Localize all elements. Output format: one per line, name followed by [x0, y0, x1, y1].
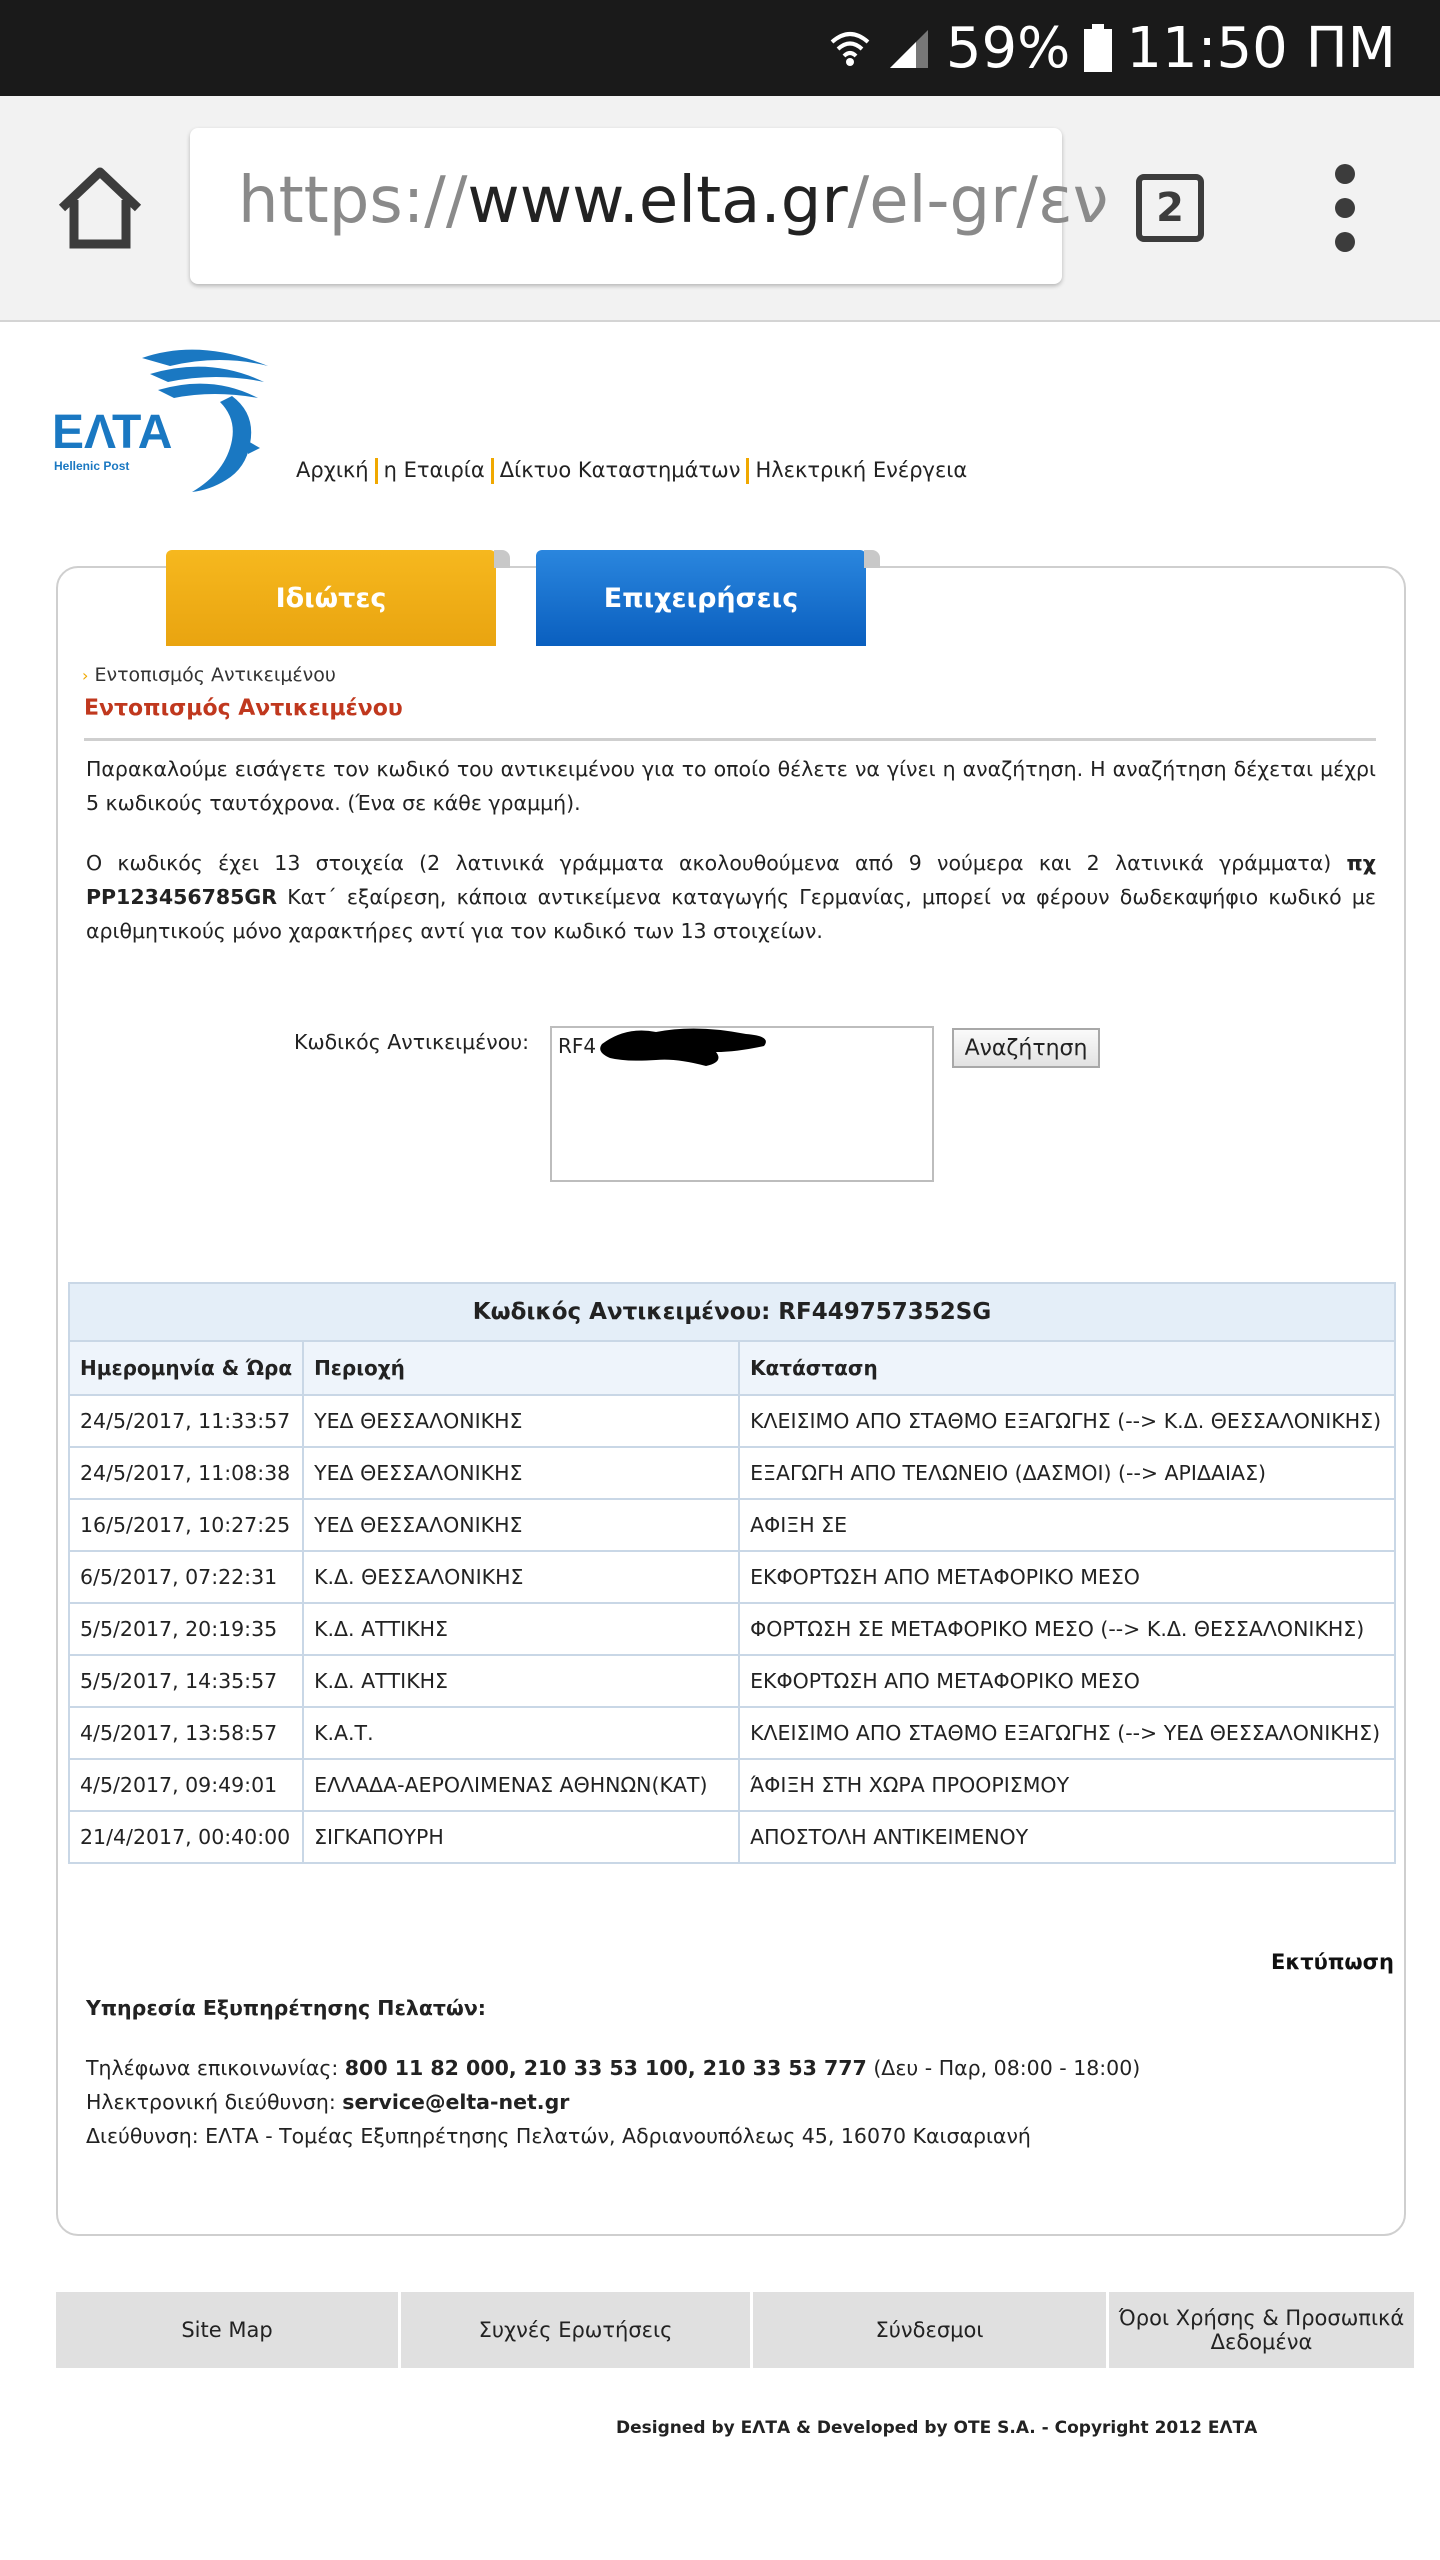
cell-area: ΣΙΓΚΑΠΟΥΡΗ: [303, 1811, 739, 1863]
results-caption: Κωδικός Αντικειμένου: RF449757352SG: [69, 1283, 1395, 1341]
nav-home[interactable]: Αρχική: [296, 458, 369, 482]
customer-service-email: [86, 2090, 569, 2114]
footer-link-terms[interactable]: Όροι Χρήσης & Προσωπικά Δεδομένα: [1109, 2292, 1414, 2368]
overflow-menu-icon[interactable]: [1330, 164, 1360, 254]
tab-business[interactable]: [536, 550, 866, 646]
cell-datetime: 16/5/2017, 10:27:25: [69, 1499, 303, 1551]
breadcrumb-arrow-icon: ›: [82, 666, 89, 685]
phone-label: Τηλέφωνα επικοινωνίας:: [86, 2056, 345, 2080]
email-link[interactable]: service@elta-net.gr: [342, 2090, 570, 2114]
table-row: [69, 1759, 1395, 1811]
title-divider: [84, 738, 1376, 741]
cell-datetime: 4/5/2017, 09:49:01: [69, 1759, 303, 1811]
cell-area: Κ.Δ. ΘΕΣΣΑΛΟΝΙΚΗΣ: [303, 1551, 739, 1603]
signal-icon: [886, 26, 932, 70]
cell-datetime: 4/5/2017, 13:58:57: [69, 1707, 303, 1759]
footer-link-sitemap[interactable]: Site Map: [56, 2292, 401, 2368]
print-link[interactable]: Εκτύπωση: [1270, 1950, 1394, 1974]
cell-area: ΥΕΔ ΘΕΣΣΑΛΟΝΙΚΗΣ: [303, 1395, 739, 1447]
redaction-scribble: [596, 1022, 772, 1068]
code-info-pre: Ο κωδικός έχει 13 στοιχεία (2 λατινικά γράμματα ακολουθούμενα από 9 νούμερα και 2 λατινικά γράμματα): [86, 851, 1347, 875]
tracking-results-table: [68, 1282, 1396, 1864]
phone-numbers: 800 11 82 000, 210 33 53 100, 210 33 53 777: [344, 2056, 867, 2080]
customer-service-phone: [86, 2056, 1140, 2080]
table-row: [69, 1447, 1395, 1499]
elta-logo[interactable]: [50, 344, 274, 494]
browser-toolbar: [0, 96, 1440, 322]
page-title: Εντοπισμός Αντικειμένου: [84, 696, 403, 721]
copyright: Designed by ΕΛΤΑ & Developed by OTE S.A. - Copyright 2012 ΕΛΤΑ: [616, 2418, 1258, 2438]
logo-text: ΕΛΤΑ: [52, 406, 173, 459]
logo-subtitle: Hellenic Post: [54, 459, 130, 473]
cell-status: ΕΚΦΟΡΤΩΣΗ ΑΠΟ ΜΕΤΑΦΟΡΙΚΟ ΜΕΣΟ: [739, 1551, 1395, 1603]
code-info-example: πχ PP123456785GR: [86, 851, 1376, 909]
cell-status: ΆΦΙΞΗ ΣΤΗ ΧΩΡΑ ΠΡΟΟΡΙΣΜΟΥ: [739, 1759, 1395, 1811]
cell-area: ΥΕΔ ΘΕΣΣΑΛΟΝΙΚΗΣ: [303, 1447, 739, 1499]
cell-area: Κ.Α.Τ.: [303, 1707, 739, 1759]
url-path: /el-gr/εν: [847, 164, 1109, 238]
home-icon[interactable]: [52, 160, 148, 256]
clock: 11:50 ΠΜ: [1126, 15, 1396, 81]
nav-store-network[interactable]: Δίκτυο Καταστημάτων: [499, 458, 741, 482]
battery-icon: [1084, 24, 1112, 72]
table-row: [69, 1603, 1395, 1655]
cell-datetime: 21/4/2017, 00:40:00: [69, 1811, 303, 1863]
table-row: [69, 1707, 1395, 1759]
url-scheme: https://: [238, 164, 468, 238]
tab-switcher-button[interactable]: [1136, 174, 1204, 242]
cell-datetime: 5/5/2017, 20:19:35: [69, 1603, 303, 1655]
cell-area: Κ.Δ. ΑΤΤΙΚΗΣ: [303, 1655, 739, 1707]
url-host: www.elta.gr: [467, 164, 848, 238]
cell-status: ΕΚΦΟΡΤΩΣΗ ΑΠΟ ΜΕΤΑΦΟΡΙΚΟ ΜΕΣΟ: [739, 1655, 1395, 1707]
breadcrumb: [82, 664, 336, 686]
cell-status: ΚΛΕΙΣΙΜΟ ΑΠΟ ΣΤΑΘΜΟ ΕΞΑΓΩΓΗΣ (--> ΥΕΔ ΘΕΣΣΑΛΟΝΙΚΗΣ): [739, 1707, 1395, 1759]
column-header-status: Κατάσταση: [739, 1341, 1395, 1395]
cell-status: ΦΟΡΤΩΣΗ ΣΕ ΜΕΤΑΦΟΡΙΚΟ ΜΕΣΟ (--> Κ.Δ. ΘΕΣΣΑΛΟΝΙΚΗΣ): [739, 1603, 1395, 1655]
breadcrumb-item[interactable]: Εντοπισμός Αντικειμένου: [94, 664, 336, 686]
column-header-datetime: Ημερομηνία & Ώρα: [69, 1341, 303, 1395]
footer-link-links[interactable]: Σύνδεσμοι: [753, 2292, 1109, 2368]
cell-area: Κ.Δ. ΑΤΤΙΚΗΣ: [303, 1603, 739, 1655]
phone-hours: (Δευ - Παρ, 08:00 - 18:00): [866, 2056, 1141, 2080]
cell-area: ΥΕΔ ΘΕΣΣΑΛΟΝΙΚΗΣ: [303, 1499, 739, 1551]
cell-datetime: 24/5/2017, 11:33:57: [69, 1395, 303, 1447]
email-label: Ηλεκτρονική διεύθυνση:: [86, 2090, 343, 2114]
table-row: [69, 1811, 1395, 1863]
address-bar[interactable]: [190, 128, 1109, 284]
footer-links: [56, 2292, 1414, 2368]
search-label: Κωδικός Αντικειμένου:: [294, 1030, 529, 1054]
nav-company[interactable]: η Εταιρία: [383, 458, 485, 482]
cell-status: ΕΞΑΓΩΓΗ ΑΠΟ ΤΕΛΩΝΕΙΟ (ΔΑΣΜΟΙ) (--> ΑΡΙΔΑΙΑΣ): [739, 1447, 1395, 1499]
code-info-post: Κατ΄ εξαίρεση, κάποια αντικείμενα καταγωγής Γερμανίας, μπορεί να φέρουν δωδεκαψήφιο κωδικό με αριθμητικούς μόνο χαρακτήρες αντί για τον κωδικό των 13 στοιχείων.: [86, 885, 1376, 943]
battery-percent: 59%: [945, 15, 1071, 81]
cell-area: ΕΛΛΑΔΑ-ΑΕΡΟΛΙΜΕΝΑΣ ΑΘΗΝΩΝ(ΚΑΤ): [303, 1759, 739, 1811]
footer-link-faq[interactable]: Συχνές Ερωτήσεις: [401, 2292, 753, 2368]
cell-datetime: 24/5/2017, 11:08:38: [69, 1447, 303, 1499]
status-bar: [0, 0, 1440, 96]
tab-private[interactable]: [166, 550, 496, 646]
cell-datetime: 5/5/2017, 14:35:57: [69, 1655, 303, 1707]
cell-datetime: 6/5/2017, 07:22:31: [69, 1551, 303, 1603]
cell-status: ΑΠΟΣΤΟΛΗ ΑΝΤΙΚΕΙΜΕΝΟΥ: [739, 1811, 1395, 1863]
table-row: [69, 1499, 1395, 1551]
tab-count: 2: [1156, 185, 1184, 231]
code-info-text: [86, 846, 1376, 948]
wifi-icon: [828, 26, 872, 70]
table-row: [69, 1395, 1395, 1447]
tab-private-label: Ιδιώτες: [275, 582, 387, 614]
cell-status: ΑΦΙΞΗ ΣΕ: [739, 1499, 1395, 1551]
column-header-area: Περιοχή: [303, 1341, 739, 1395]
table-row: [69, 1551, 1395, 1603]
top-nav: [296, 458, 967, 484]
nav-electric-energy[interactable]: Ηλεκτρική Ενέργεια: [755, 458, 968, 482]
search-button[interactable]: Αναζήτηση: [952, 1028, 1100, 1068]
cell-status: ΚΛΕΙΣΙΜΟ ΑΠΟ ΣΤΑΘΜΟ ΕΞΑΓΩΓΗΣ (--> Κ.Δ. ΘΕΣΣΑΛΟΝΙΚΗΣ): [739, 1395, 1395, 1447]
table-row: [69, 1655, 1395, 1707]
customer-service-title: Υπηρεσία Εξυπηρέτησης Πελατών:: [86, 1996, 486, 2020]
customer-service-address: Διεύθυνση: ΕΛΤΑ - Τομέας Εξυπηρέτησης Πελατών, Αδριανουπόλεως 45, 16070 Καισαριανή: [86, 2124, 1031, 2148]
intro-text: Παρακαλούμε εισάγετε τον κωδικό του αντικειμένου για το οποίο θέλετε να γίνει η αναζήτηση. Η αναζήτηση δέχεται μέχρι 5 κωδικούς ταυτόχρονα. (Ένα σε κάθε γραμμή).: [86, 757, 1376, 815]
tab-business-label: Επιχειρήσεις: [603, 582, 799, 614]
